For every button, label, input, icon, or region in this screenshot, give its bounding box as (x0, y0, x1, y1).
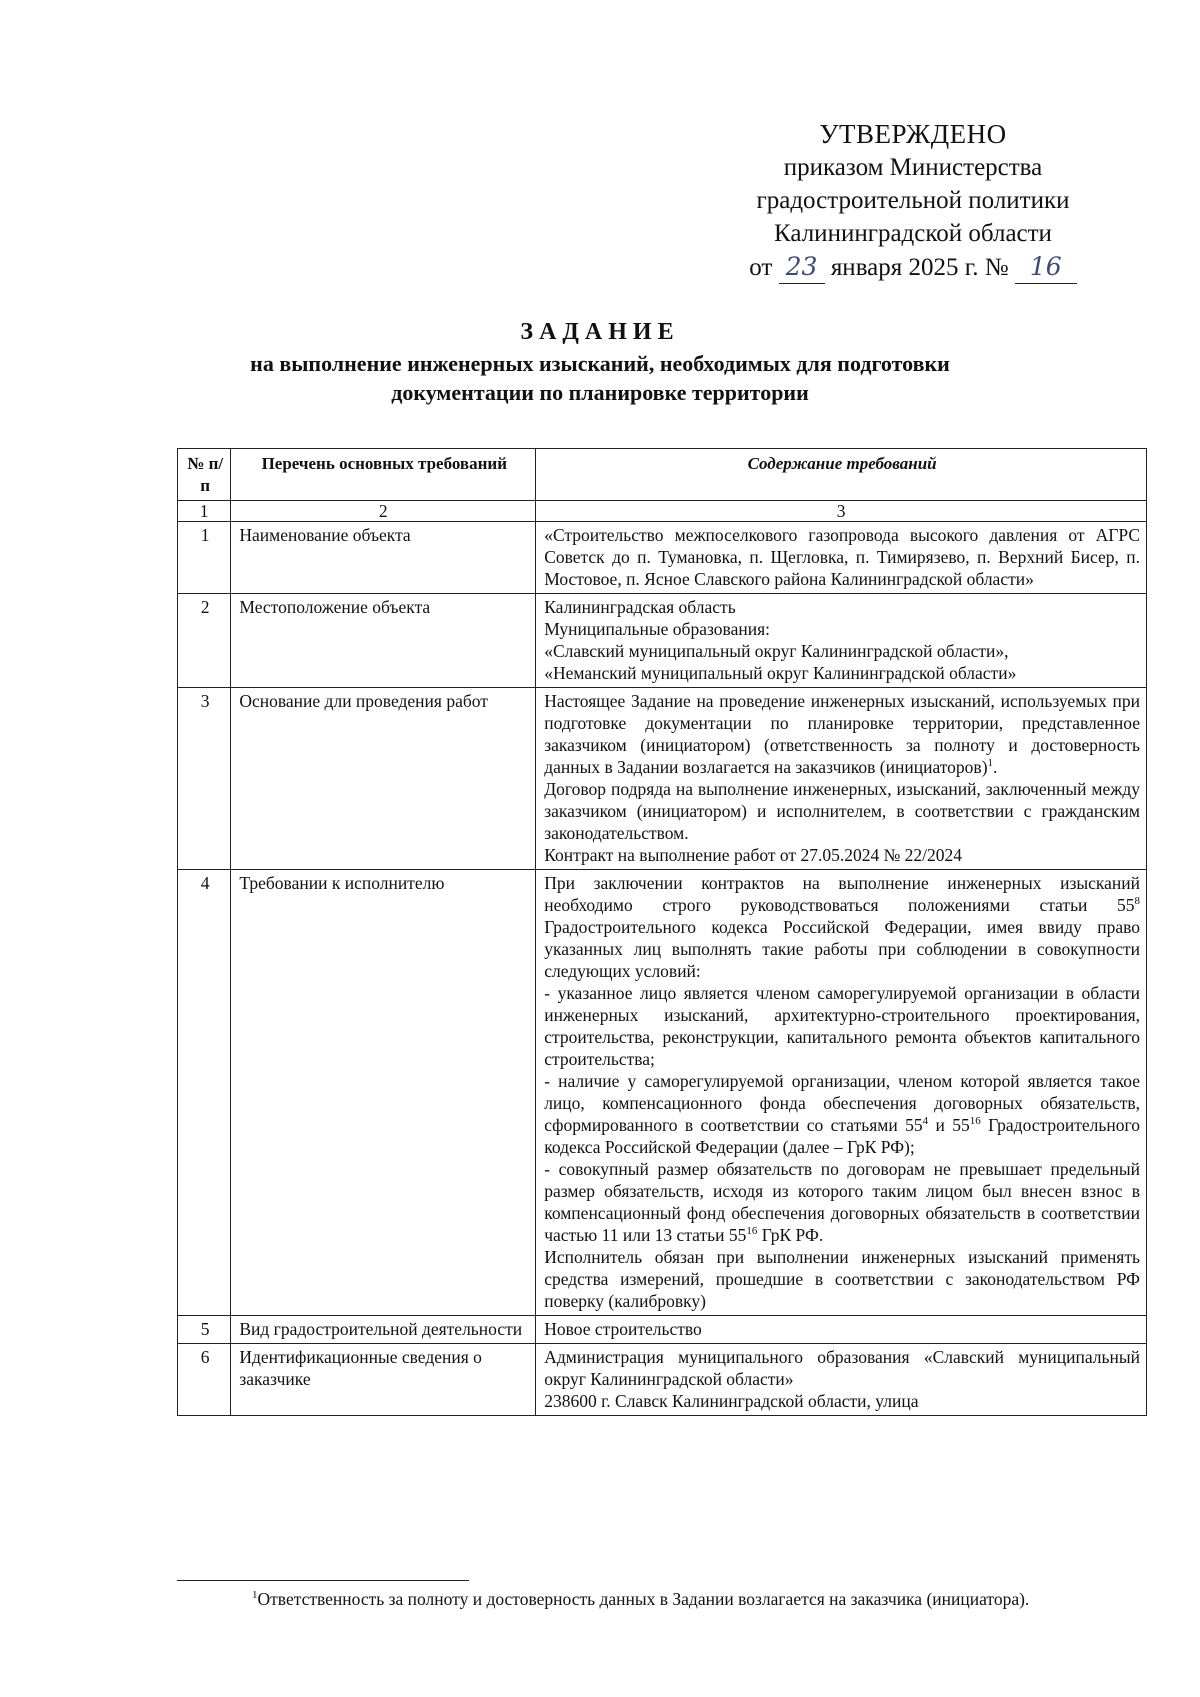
row-requirement: Местоположение объекта (231, 594, 536, 688)
content-line: 238600 г. Славск Калининградской области, улица (544, 1391, 919, 1411)
content-paragraph: - наличие у саморегулируемой организации, членом которой является такое лицо, компенсационного фонда обеспечения договорных обязательств, сформированного в соответствии со статьями $55^4$ и $55^{16}$ Градостроительного кодекса Российской Федерации (далее – ГрК РФ); (544, 1071, 1140, 1157)
content-paragraph: При заключении контрактов на выполнение инженерных изысканий необходимо строго руководствоваться положениями статьи $55^8$ Градостроительного кодекса Российской Федерации, имея ввиду право указанных лиц выполнять такие работы при соблюдении в совокупности следующих условий: (544, 873, 1140, 981)
row-number: 5 (178, 1316, 231, 1344)
date-prefix: от (749, 254, 773, 281)
content-line: Муниципальные образования: (544, 619, 770, 639)
footnote-text: Ответственность за полноту и достоверность данных в Задании возлагается на заказчика (инициатора). (257, 1589, 1030, 1609)
col-number: 3 (536, 501, 1147, 522)
requirements-table (177, 448, 1147, 1416)
header-requirement: Перечень основных требований (231, 449, 536, 501)
row-requirement: Основание дли проведения работ (231, 688, 536, 870)
footnote-separator (177, 1580, 469, 1581)
content-paragraph: - указанное лицо является членом саморегулируемой организации в области инженерных изысканий, архитектурно-строительного проектирования, строительства, реконструкции, капитального ремонта объектов капитального строительства; (544, 983, 1140, 1069)
row-content (536, 688, 1147, 870)
content-line: «Строительство межпоселкового газопровода высокого давления от АГРС Советск до п. Тумановка, п. Щегловка, п. Тимирязево, п. Верхний Бисер, п. Мостовое, п. Ясное Славского района Калининградской области» (544, 525, 1140, 589)
content-line: «Славский муниципальный округ Калининградской области», (544, 641, 1009, 661)
table-row (178, 870, 1147, 1316)
approval-line-3: Калининградской области (774, 220, 1052, 247)
row-requirement: Идентификационные сведения о заказчике (231, 1344, 536, 1416)
table-row (178, 594, 1147, 688)
col-number: 1 (178, 501, 231, 522)
row-number: 2 (178, 594, 231, 688)
table-row (178, 1316, 1147, 1344)
header-content: Содержание требований (536, 449, 1147, 501)
column-numbers-row (178, 501, 1147, 522)
row-content (536, 522, 1147, 594)
table-header-row (178, 449, 1147, 501)
content-paragraph: - совокупный размер обязательств по договорам не превышает предельный размер обязательств, исходя из которого таким лицом был внесен взнос в компенсационный фонд обеспечения договорных обязательств в соответствии частью 11 или 13 статьи $55^{16}$ ГрК РФ. (544, 1159, 1140, 1245)
content-paragraph: Контракт на выполнение работ от 27.05.2024 № 22/2024 (544, 845, 963, 865)
row-content (536, 1316, 1147, 1344)
row-content (536, 1344, 1147, 1416)
handwritten-order-number: 16 (1015, 250, 1077, 284)
document-title (180, 318, 1020, 407)
row-requirement: Вид градостроительной деятельности (231, 1316, 536, 1344)
title-subtitle-1: на выполнение инженерных изысканий, необходимых для подготовки (250, 351, 950, 376)
content-line: Администрация муниципального образования «Славский муниципальный округ Калининградской области» (544, 1347, 1140, 1389)
approval-block (728, 118, 1098, 284)
row-number: 4 (178, 870, 231, 1316)
table-row (178, 688, 1147, 870)
table-row (178, 522, 1147, 594)
content-paragraph: Исполнитель обязан при выполнении инженерных изысканий применять средства измерений, прошедшие в соответствии с законодательством РФ поверку (калибровку) (544, 1247, 1140, 1311)
row-requirement: Наименование объекта (231, 522, 536, 594)
title-heading: ЗАДАНИЕ (520, 319, 680, 345)
table-row (178, 1344, 1147, 1416)
approval-line-2: градостроительной политики (756, 187, 1070, 214)
footnote (252, 1589, 1029, 1610)
content-line: Новое строительство (544, 1319, 702, 1339)
title-subtitle-2: документации по планировке территории (391, 380, 809, 405)
content-line: Калининградская область (544, 597, 736, 617)
content-line: «Неманский муниципальный округ Калининградской области» (544, 663, 1017, 683)
row-number: 6 (178, 1344, 231, 1416)
approval-title: УТВЕРЖДЕНО (819, 119, 1007, 149)
approval-line-1: приказом Министерства (783, 154, 1043, 181)
footnote-ref: 1 (987, 757, 994, 770)
content-paragraph: Настоящее Задание на проведение инженерных изысканий, используемых при подготовке документации по планировке территории, представленное заказчиком (инициатором) (ответственность за полноту и достоверность данных в Задании возлагается на заказчиков (инициаторов)$^1$. (544, 691, 1140, 777)
content-paragraph: Договор подряда на выполнение инженерных, изысканий, заключенный между заказчиком (инициатором) и исполнителем, в соответствии с гражданским законодательством. (544, 779, 1140, 843)
footnote-marker: 1 (252, 1589, 258, 1602)
approval-date-line (728, 250, 1098, 284)
row-content (536, 870, 1147, 1316)
handwritten-day: 23 (779, 250, 825, 284)
col-number: 2 (231, 501, 536, 522)
row-number: 1 (178, 522, 231, 594)
date-rest: января 2025 г. № (830, 254, 1009, 281)
header-num: № п/п (178, 449, 231, 501)
row-requirement: Требовании к исполнителю (231, 870, 536, 1316)
row-number: 3 (178, 688, 231, 870)
row-content (536, 594, 1147, 688)
